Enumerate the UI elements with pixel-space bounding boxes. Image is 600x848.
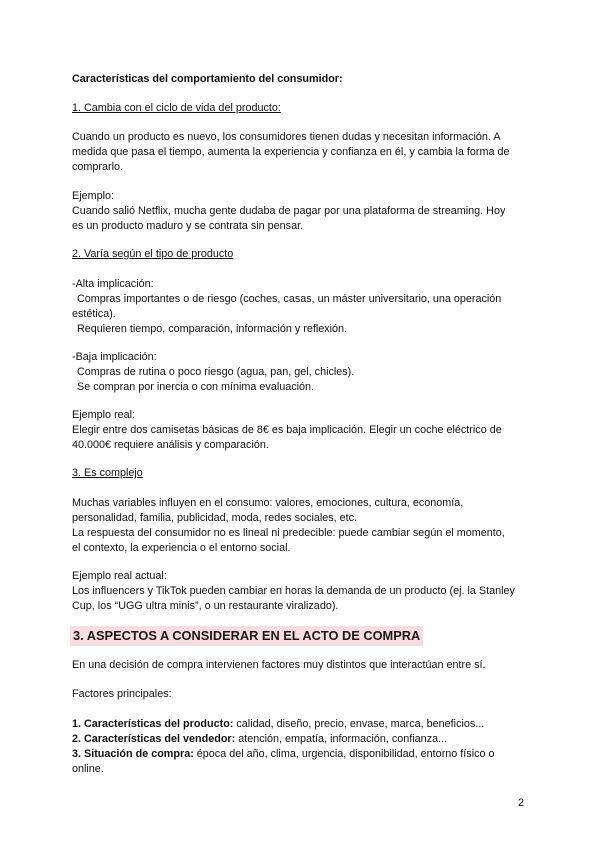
- alta-implicacion: -Alta implicación: Compras importantes o de riesgo (coches, casas, un máster universitario, una operación estética). Requieren tiempo, comparación, información y reflexión.: [72, 278, 502, 335]
- baja-implicacion: -Baja implicación: Compras de rutina o poco riesgo (agua, pan, gel, chicles). Se compran por inercia o con mínima evaluación.: [72, 351, 355, 393]
- page-heading: Características del comportamiento del consumidor:: [72, 73, 343, 85]
- factor-item: 2. Características del vendedor: atención, empatía, información, confianza...: [72, 733, 448, 745]
- section-1-title: 1. Cambia con el ciclo de vida del producto:: [72, 102, 281, 114]
- section-3-title: 3. Es complejo: [72, 467, 143, 479]
- factor-item: 3. Situación de compra: época del año, clima, urgencia, disponibilidad, entorno físico o: [72, 748, 495, 760]
- factor-item: 1. Características del producto: calidad, diseño, precio, envase, marca, beneficios...: [72, 718, 485, 730]
- section-3-example: Ejemplo real actual: Los influencers y TikTok pueden cambiar en horas la demanda de un producto (ej. la Stanley Cup, los “UGG ultra minis”, o un restaurante viralizado).: [72, 570, 515, 612]
- section-2-example: Ejemplo real: Elegir entre dos camisetas básicas de 8€ es baja implicación. Elegir un coche eléctrico de 40.000€ requiere análisis y comparación.: [72, 409, 502, 451]
- page-number: 2: [518, 797, 525, 809]
- section-3-paragraph: Muchas variables influyen en el consumo: valores, emociones, cultura, economía, personalidad, familia, publicidad, moda, redes sociales, etc. La respuesta del consumidor no es lineal ni predecible: puede cambiar según el momento, el contexto, la experiencia o el entorno social.: [72, 497, 505, 554]
- section-heading-acto-de-compra: 3. ASPECTOS A CONSIDERAR EN EL ACTO DE COMPRA: [70, 626, 423, 646]
- factores-list: 1. Características del producto: calidad, diseño, precio, envase, marca, beneficios... 2. Características del vendedor: atención, empatía, información, confianza... 3. Situación de compra: época del año, clima, urgencia, disponibilidad, entorno físico o online.: [72, 717, 528, 777]
- section-1-example: Ejemplo: Cuando salió Netflix, mucha gente dudaba de pagar por una plataforma de streaming. Hoy es un producto maduro y se contrata sin pensar.: [72, 190, 506, 232]
- factores-label: Factores principales:: [72, 688, 172, 700]
- section-2-title: 2. Varía según el tipo de producto: [72, 248, 234, 260]
- section-1-paragraph: Cuando un producto es nuevo, los consumidores tienen dudas y necesitan información. A medida que pasa el tiempo, aumenta la experiencia y confianza en él, y cambia la forma de comprarlo.: [72, 131, 510, 173]
- intro-paragraph: En una decisión de compra intervienen factores muy distintos que interactúan entre sí.: [72, 659, 486, 671]
